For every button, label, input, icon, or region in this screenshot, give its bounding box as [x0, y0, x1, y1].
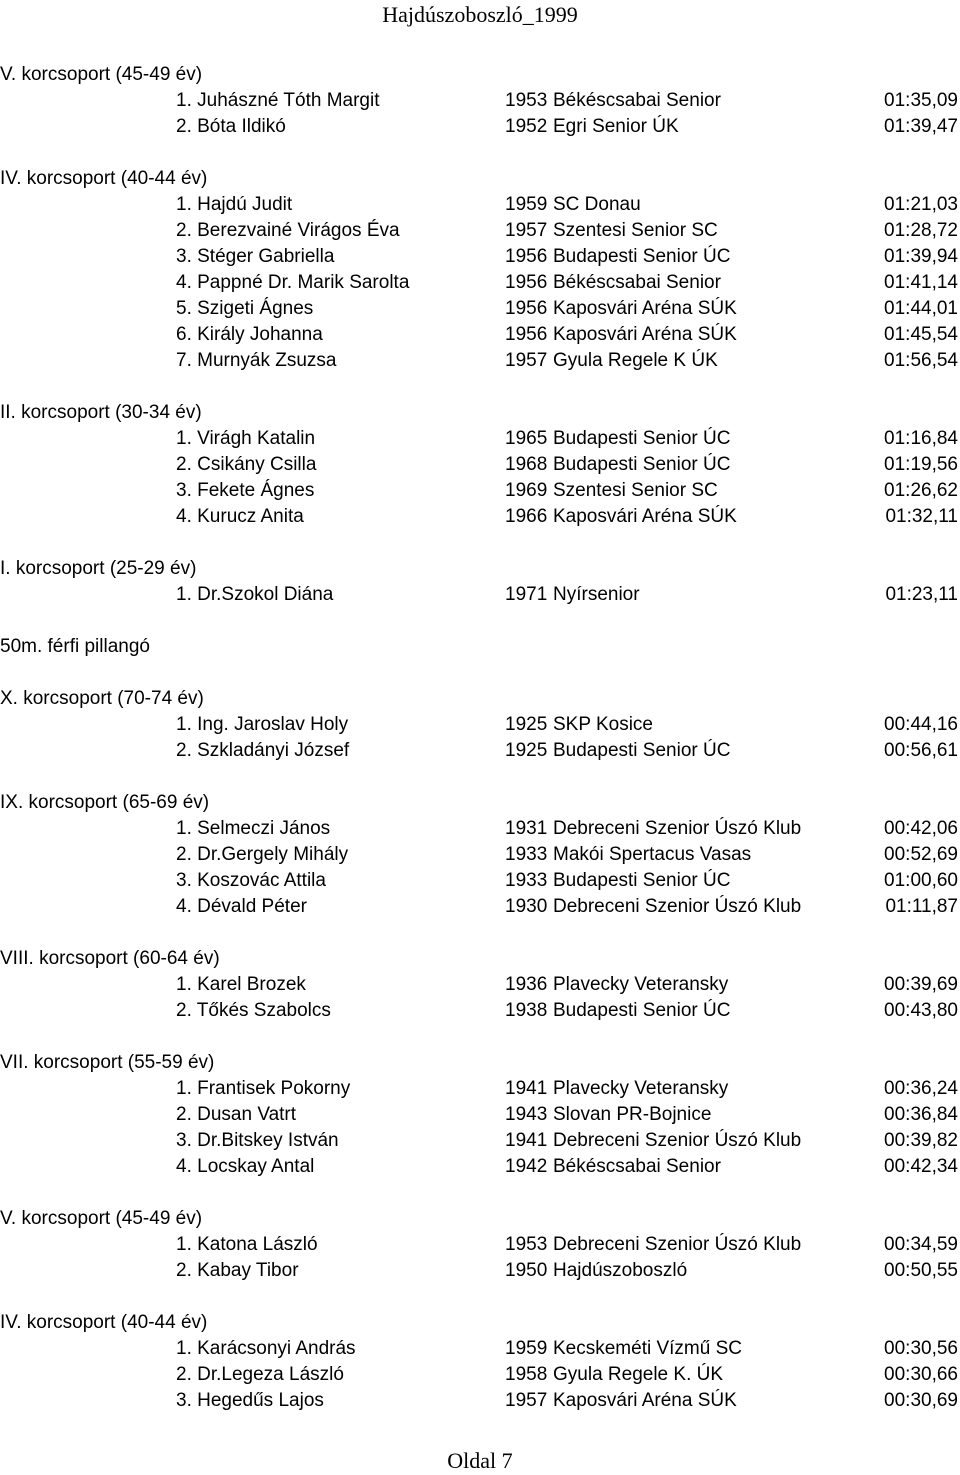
spacer	[0, 766, 960, 792]
category-label: X. korcsoport (70-74 év)	[0, 688, 204, 709]
birth-year: 1941	[505, 1078, 548, 1099]
category-label: VII. korcsoport (55-59 év)	[0, 1052, 215, 1073]
spacer	[0, 610, 960, 636]
result-time: 00:36,24	[884, 1078, 958, 1099]
competitor-name: 1. Hajdú Judit	[176, 194, 293, 215]
competitor-name: 2. Tőkés Szabolcs	[176, 1000, 331, 1021]
club-name: Gyula Regele K ÚK	[553, 350, 718, 371]
result-time: 00:36,84	[884, 1104, 958, 1125]
birth-year: 1957	[505, 350, 548, 371]
birth-year: 1943	[505, 1104, 548, 1125]
club-name: Plavecky Veteransky	[553, 1078, 729, 1099]
club-name: SC Donau	[553, 194, 641, 215]
club-name: Budapesti Senior ÚC	[553, 246, 731, 267]
club-name: Szentesi Senior SC	[553, 220, 718, 241]
club-name: Budapesti Senior ÚC	[553, 870, 731, 891]
spacer	[0, 532, 960, 558]
spacer	[0, 662, 960, 688]
club-name: Plavecky Veteransky	[553, 974, 729, 995]
competitor-name: 4. Kurucz Anita	[176, 506, 304, 527]
result-row	[0, 480, 960, 506]
category-label: V. korcsoport (45-49 év)	[0, 64, 203, 85]
category-label: IX. korcsoport (65-69 év)	[0, 792, 210, 813]
club-name: SKP Kosice	[553, 714, 653, 735]
result-row	[0, 428, 960, 454]
result-time: 01:11,87	[885, 896, 958, 917]
result-row	[0, 246, 960, 272]
birth-year: 1952	[505, 116, 548, 137]
result-time: 01:35,09	[884, 90, 958, 111]
result-time: 00:42,06	[884, 818, 958, 839]
birth-year: 1957	[505, 220, 548, 241]
category-label: 50m. férfi pillangó	[0, 636, 150, 657]
category-label: II. korcsoport (30-34 év)	[0, 402, 202, 423]
spacer	[0, 1026, 960, 1052]
result-row	[0, 90, 960, 116]
spacer	[0, 1182, 960, 1208]
birth-year: 1966	[505, 506, 548, 527]
birth-year: 1971	[505, 584, 548, 605]
birth-year: 1956	[505, 272, 548, 293]
result-time: 00:34,59	[884, 1234, 958, 1255]
category-heading	[0, 402, 960, 428]
category-heading	[0, 688, 960, 714]
result-row	[0, 1130, 960, 1156]
competitor-name: 2. Dr.Gergely Mihály	[176, 844, 349, 865]
category-heading	[0, 636, 960, 662]
result-time: 00:30,56	[884, 1338, 958, 1359]
category-label: IV. korcsoport (40-44 év)	[0, 168, 208, 189]
category-label: I. korcsoport (25-29 év)	[0, 558, 197, 579]
result-time: 01:23,11	[885, 584, 958, 605]
result-row	[0, 844, 960, 870]
result-row	[0, 1104, 960, 1130]
result-time: 00:44,16	[884, 714, 958, 735]
club-name: Makói Spertacus Vasas	[553, 844, 752, 865]
result-time: 01:39,94	[884, 246, 958, 267]
category-heading	[0, 1312, 960, 1338]
result-time: 01:16,84	[884, 428, 958, 449]
competitor-name: 1. Ing. Jaroslav Holy	[176, 714, 349, 735]
result-row	[0, 194, 960, 220]
competitor-name: 1. Katona László	[176, 1234, 318, 1255]
competitor-name: 2. Dusan Vatrt	[176, 1104, 297, 1125]
birth-year: 1956	[505, 324, 548, 345]
result-time: 01:21,03	[884, 194, 958, 215]
club-name: Debreceni Szenior Úszó Klub	[553, 1130, 802, 1151]
result-row	[0, 1260, 960, 1286]
competitor-name: 1. Dr.Szokol Diána	[176, 584, 334, 605]
competitor-name: 4. Locskay Antal	[176, 1156, 315, 1177]
birth-year: 1958	[505, 1364, 548, 1385]
result-row	[0, 350, 960, 376]
category-label: VIII. korcsoport (60-64 év)	[0, 948, 220, 969]
category-heading	[0, 1052, 960, 1078]
club-name: Békéscsabai Senior	[553, 90, 721, 111]
club-name: Budapesti Senior ÚC	[553, 1000, 731, 1021]
spacer	[0, 376, 960, 402]
club-name: Budapesti Senior ÚC	[553, 428, 731, 449]
category-heading	[0, 558, 960, 584]
club-name: Gyula Regele K. ÚK	[553, 1364, 724, 1385]
result-row	[0, 870, 960, 896]
spacer	[0, 1286, 960, 1312]
birth-year: 1956	[505, 298, 548, 319]
result-time: 00:52,69	[884, 844, 958, 865]
competitor-name: 3. Koszovác Attila	[176, 870, 326, 891]
category-heading	[0, 1208, 960, 1234]
category-heading	[0, 168, 960, 194]
birth-year: 1965	[505, 428, 548, 449]
birth-year: 1938	[505, 1000, 548, 1021]
club-name: Kaposvári Aréna SÚK	[553, 324, 737, 345]
result-row	[0, 740, 960, 766]
birth-year: 1956	[505, 246, 548, 267]
result-row	[0, 1338, 960, 1364]
result-time: 00:39,69	[884, 974, 958, 995]
club-name: Kaposvári Aréna SÚK	[553, 1390, 737, 1411]
result-row	[0, 974, 960, 1000]
result-time: 00:42,34	[884, 1156, 958, 1177]
results-list	[0, 64, 960, 1416]
competitor-name: 1. Selmeczi János	[176, 818, 331, 839]
competitor-name: 6. Király Johanna	[176, 324, 323, 345]
birth-year: 1933	[505, 844, 548, 865]
competitor-name: 1. Karel Brozek	[176, 974, 306, 995]
birth-year: 1925	[505, 740, 548, 761]
competitor-name: 2. Dr.Legeza László	[176, 1364, 344, 1385]
competitor-name: 1. Juhászné Tóth Margit	[176, 90, 380, 111]
result-time: 00:30,69	[884, 1390, 958, 1411]
competitor-name: 4. Dévald Péter	[176, 896, 307, 917]
result-time: 01:56,54	[884, 350, 958, 371]
result-row	[0, 116, 960, 142]
club-name: Budapesti Senior ÚC	[553, 740, 731, 761]
competitor-name: 5. Szigeti Ágnes	[176, 298, 314, 319]
birth-year: 1959	[505, 194, 548, 215]
competitor-name: 7. Murnyák Zsuzsa	[176, 350, 337, 371]
birth-year: 1931	[505, 818, 548, 839]
result-row	[0, 454, 960, 480]
result-time: 01:19,56	[884, 454, 958, 475]
result-row	[0, 1156, 960, 1182]
birth-year: 1969	[505, 480, 548, 501]
birth-year: 1950	[505, 1260, 548, 1281]
club-name: Kaposvári Aréna SÚK	[553, 298, 737, 319]
result-time: 01:39,47	[884, 116, 958, 137]
page-title: Hajdúszoboszló_1999	[382, 2, 578, 27]
result-row	[0, 714, 960, 740]
club-name: Slovan PR-Bojnice	[553, 1104, 712, 1125]
result-row	[0, 298, 960, 324]
result-row	[0, 1234, 960, 1260]
birth-year: 1936	[505, 974, 548, 995]
result-time: 01:44,01	[884, 298, 958, 319]
club-name: Kaposvári Aréna SÚK	[553, 506, 737, 527]
result-time: 00:43,80	[884, 1000, 958, 1021]
birth-year: 1933	[505, 870, 548, 891]
club-name: Szentesi Senior SC	[553, 480, 718, 501]
competitor-name: 3. Fekete Ágnes	[176, 480, 315, 501]
result-row	[0, 220, 960, 246]
category-label: V. korcsoport (45-49 év)	[0, 1208, 203, 1229]
competitor-name: 1. Frantisek Pokorny	[176, 1078, 351, 1099]
competitor-name: 4. Pappné Dr. Marik Sarolta	[176, 272, 410, 293]
competitor-name: 1. Virágh Katalin	[176, 428, 316, 449]
result-time: 00:30,66	[884, 1364, 958, 1385]
birth-year: 1959	[505, 1338, 548, 1359]
birth-year: 1941	[505, 1130, 548, 1151]
club-name: Békéscsabai Senior	[553, 272, 721, 293]
competitor-name: 3. Hegedűs Lajos	[176, 1390, 324, 1411]
result-time: 01:45,54	[884, 324, 958, 345]
competitor-name: 3. Stéger Gabriella	[176, 246, 335, 267]
club-name: Kecskeméti Vízmű SC	[553, 1338, 742, 1359]
result-row	[0, 896, 960, 922]
competitor-name: 3. Dr.Bitskey István	[176, 1130, 339, 1151]
club-name: Hajdúszoboszló	[553, 1260, 688, 1281]
birth-year: 1953	[505, 1234, 548, 1255]
competitor-name: 2. Berezvainé Virágos Éva	[176, 220, 400, 241]
result-row	[0, 1390, 960, 1416]
page-number: Oldal 7	[447, 1448, 513, 1473]
competitor-name: 2. Kabay Tibor	[176, 1260, 299, 1281]
birth-year: 1930	[505, 896, 548, 917]
competitor-name: 2. Szkladányi József	[176, 740, 350, 761]
club-name: Debreceni Szenior Úszó Klub	[553, 1234, 802, 1255]
result-row	[0, 584, 960, 610]
result-time: 01:28,72	[884, 220, 958, 241]
result-row	[0, 1364, 960, 1390]
result-time: 01:32,11	[885, 506, 958, 527]
category-heading	[0, 64, 960, 90]
result-time: 01:00,60	[884, 870, 958, 891]
result-time: 00:56,61	[884, 740, 958, 761]
club-name: Debreceni Szenior Úszó Klub	[553, 896, 802, 917]
result-time: 00:50,55	[884, 1260, 958, 1281]
result-time: 00:39,82	[884, 1130, 958, 1151]
result-row	[0, 1000, 960, 1026]
competitor-name: 2. Csikány Csilla	[176, 454, 317, 475]
spacer	[0, 142, 960, 168]
result-row	[0, 272, 960, 298]
category-heading	[0, 948, 960, 974]
club-name: Budapesti Senior ÚC	[553, 454, 731, 475]
result-row	[0, 818, 960, 844]
category-heading	[0, 792, 960, 818]
birth-year: 1925	[505, 714, 548, 735]
club-name: Békéscsabai Senior	[553, 1156, 721, 1177]
result-row	[0, 1078, 960, 1104]
result-row	[0, 506, 960, 532]
spacer	[0, 922, 960, 948]
birth-year: 1968	[505, 454, 548, 475]
result-row	[0, 324, 960, 350]
club-name: Debreceni Szenior Úszó Klub	[553, 818, 802, 839]
competitor-name: 2. Bóta Ildikó	[176, 116, 286, 137]
birth-year: 1942	[505, 1156, 548, 1177]
birth-year: 1957	[505, 1390, 548, 1411]
competitor-name: 1. Karácsonyi András	[176, 1338, 356, 1359]
category-label: IV. korcsoport (40-44 év)	[0, 1312, 208, 1333]
result-time: 01:41,14	[884, 272, 958, 293]
club-name: Egri Senior ÚK	[553, 116, 679, 137]
club-name: Nyírsenior	[553, 584, 640, 605]
birth-year: 1953	[505, 90, 548, 111]
result-time: 01:26,62	[884, 480, 958, 501]
